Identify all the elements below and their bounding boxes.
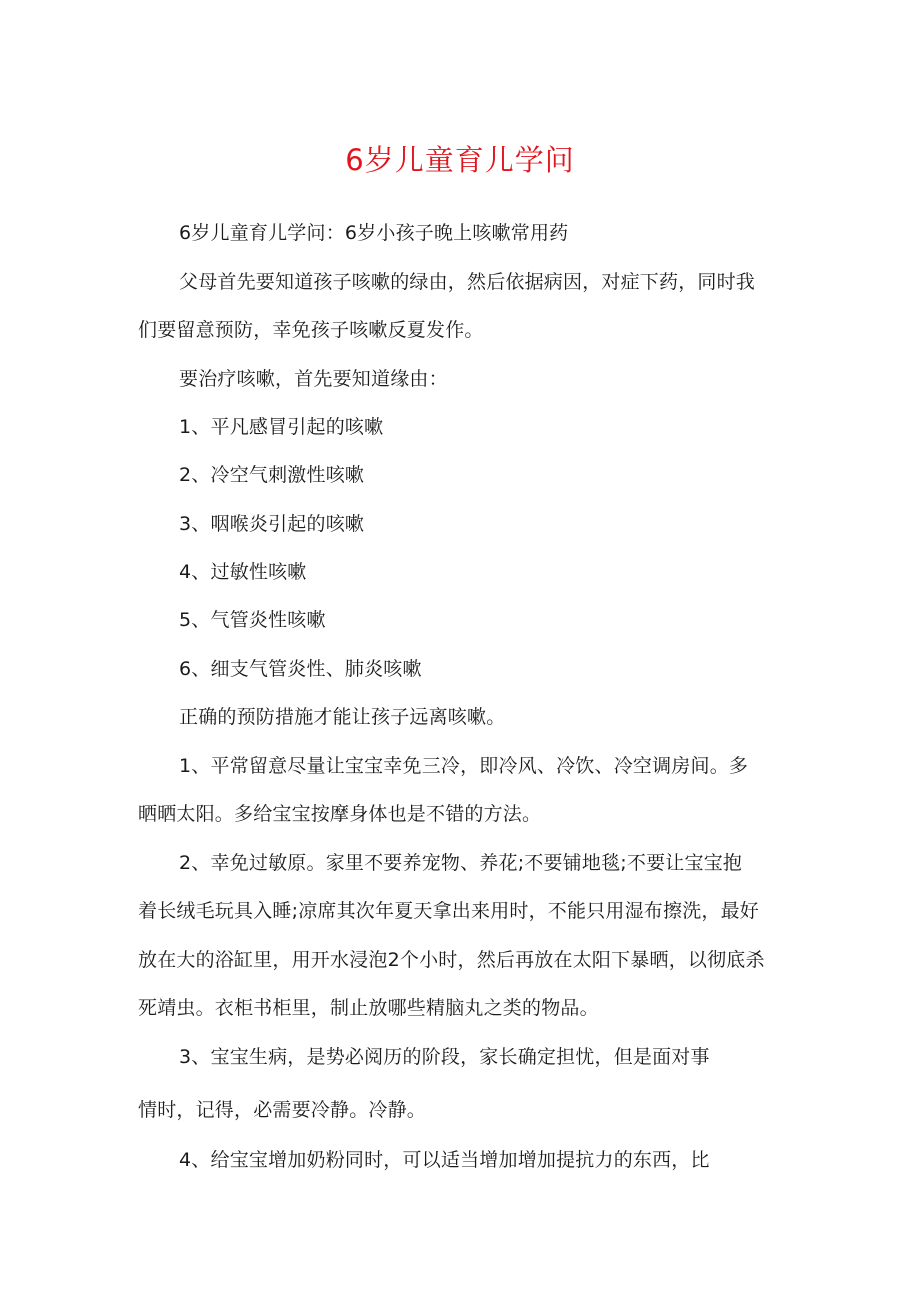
paragraph-line: 们要留意预防，幸免孩子咳嗽反夏发作。 xyxy=(138,319,484,341)
paragraph-line: 4、给宝宝增加奶粉同时，可以适当增加增加提抗力的东西，比 xyxy=(179,1149,710,1171)
list-item: 4、过敏性咳嗽 xyxy=(179,561,307,583)
paragraph-line: 着长绒毛玩具入睡;凉席其次年夏天拿出来用时，不能只用湿布擦洗，最好 xyxy=(138,900,760,922)
paragraph-line: 晒晒太阳。多给宝宝按摩身体也是不错的方法。 xyxy=(138,803,542,825)
list-item: 1、平凡感冒引起的咳嗽 xyxy=(179,416,384,438)
paragraph-line: 2、幸免过敏原。家里不要养宠物、养花;不要铺地毯;不要让宝宝抱 xyxy=(179,852,743,874)
list-item: 6、细支气管炎性、肺炎咳嗽 xyxy=(179,658,422,680)
paragraph-line: 3、宝宝生病，是势必阅历的阶段，家长确定担忧，但是面对事 xyxy=(179,1046,710,1068)
list-item: 5、气管炎性咳嗽 xyxy=(179,609,326,631)
paragraph-line: 父母首先要知道孩子咳嗽的绿由，然后依据病因，对症下药，同时我 xyxy=(179,271,756,293)
paragraph-line: 正确的预防措施才能让孩子远离咳嗽。 xyxy=(179,706,506,728)
list-item: 3、咽喉炎引起的咳嗽 xyxy=(179,513,365,535)
document-title: 6岁儿童育儿学问 xyxy=(345,143,575,177)
subtitle-line: 6岁儿童育儿学问：6岁小孩子晚上咳嗽常用药 xyxy=(179,222,569,244)
paragraph-line: 情时，记得，必需要冷静。冷静。 xyxy=(138,1099,427,1121)
paragraph-line: 放在大的浴缸里，用开水浸泡2个小时，然后再放在太阳下暴晒，以彻底杀 xyxy=(138,949,765,971)
paragraph-line: 死靖虫。衣柜书柜里，制止放哪些精脑丸之类的物品。 xyxy=(138,997,599,1019)
paragraph-line: 要治疗咳嗽，首先要知道缘由： xyxy=(179,368,448,390)
list-item: 2、冷空气刺激性咳嗽 xyxy=(179,464,365,486)
paragraph-line: 1、平常留意尽量让宝宝幸免三冷，即冷风、冷饮、冷空调房间。多 xyxy=(179,755,749,777)
